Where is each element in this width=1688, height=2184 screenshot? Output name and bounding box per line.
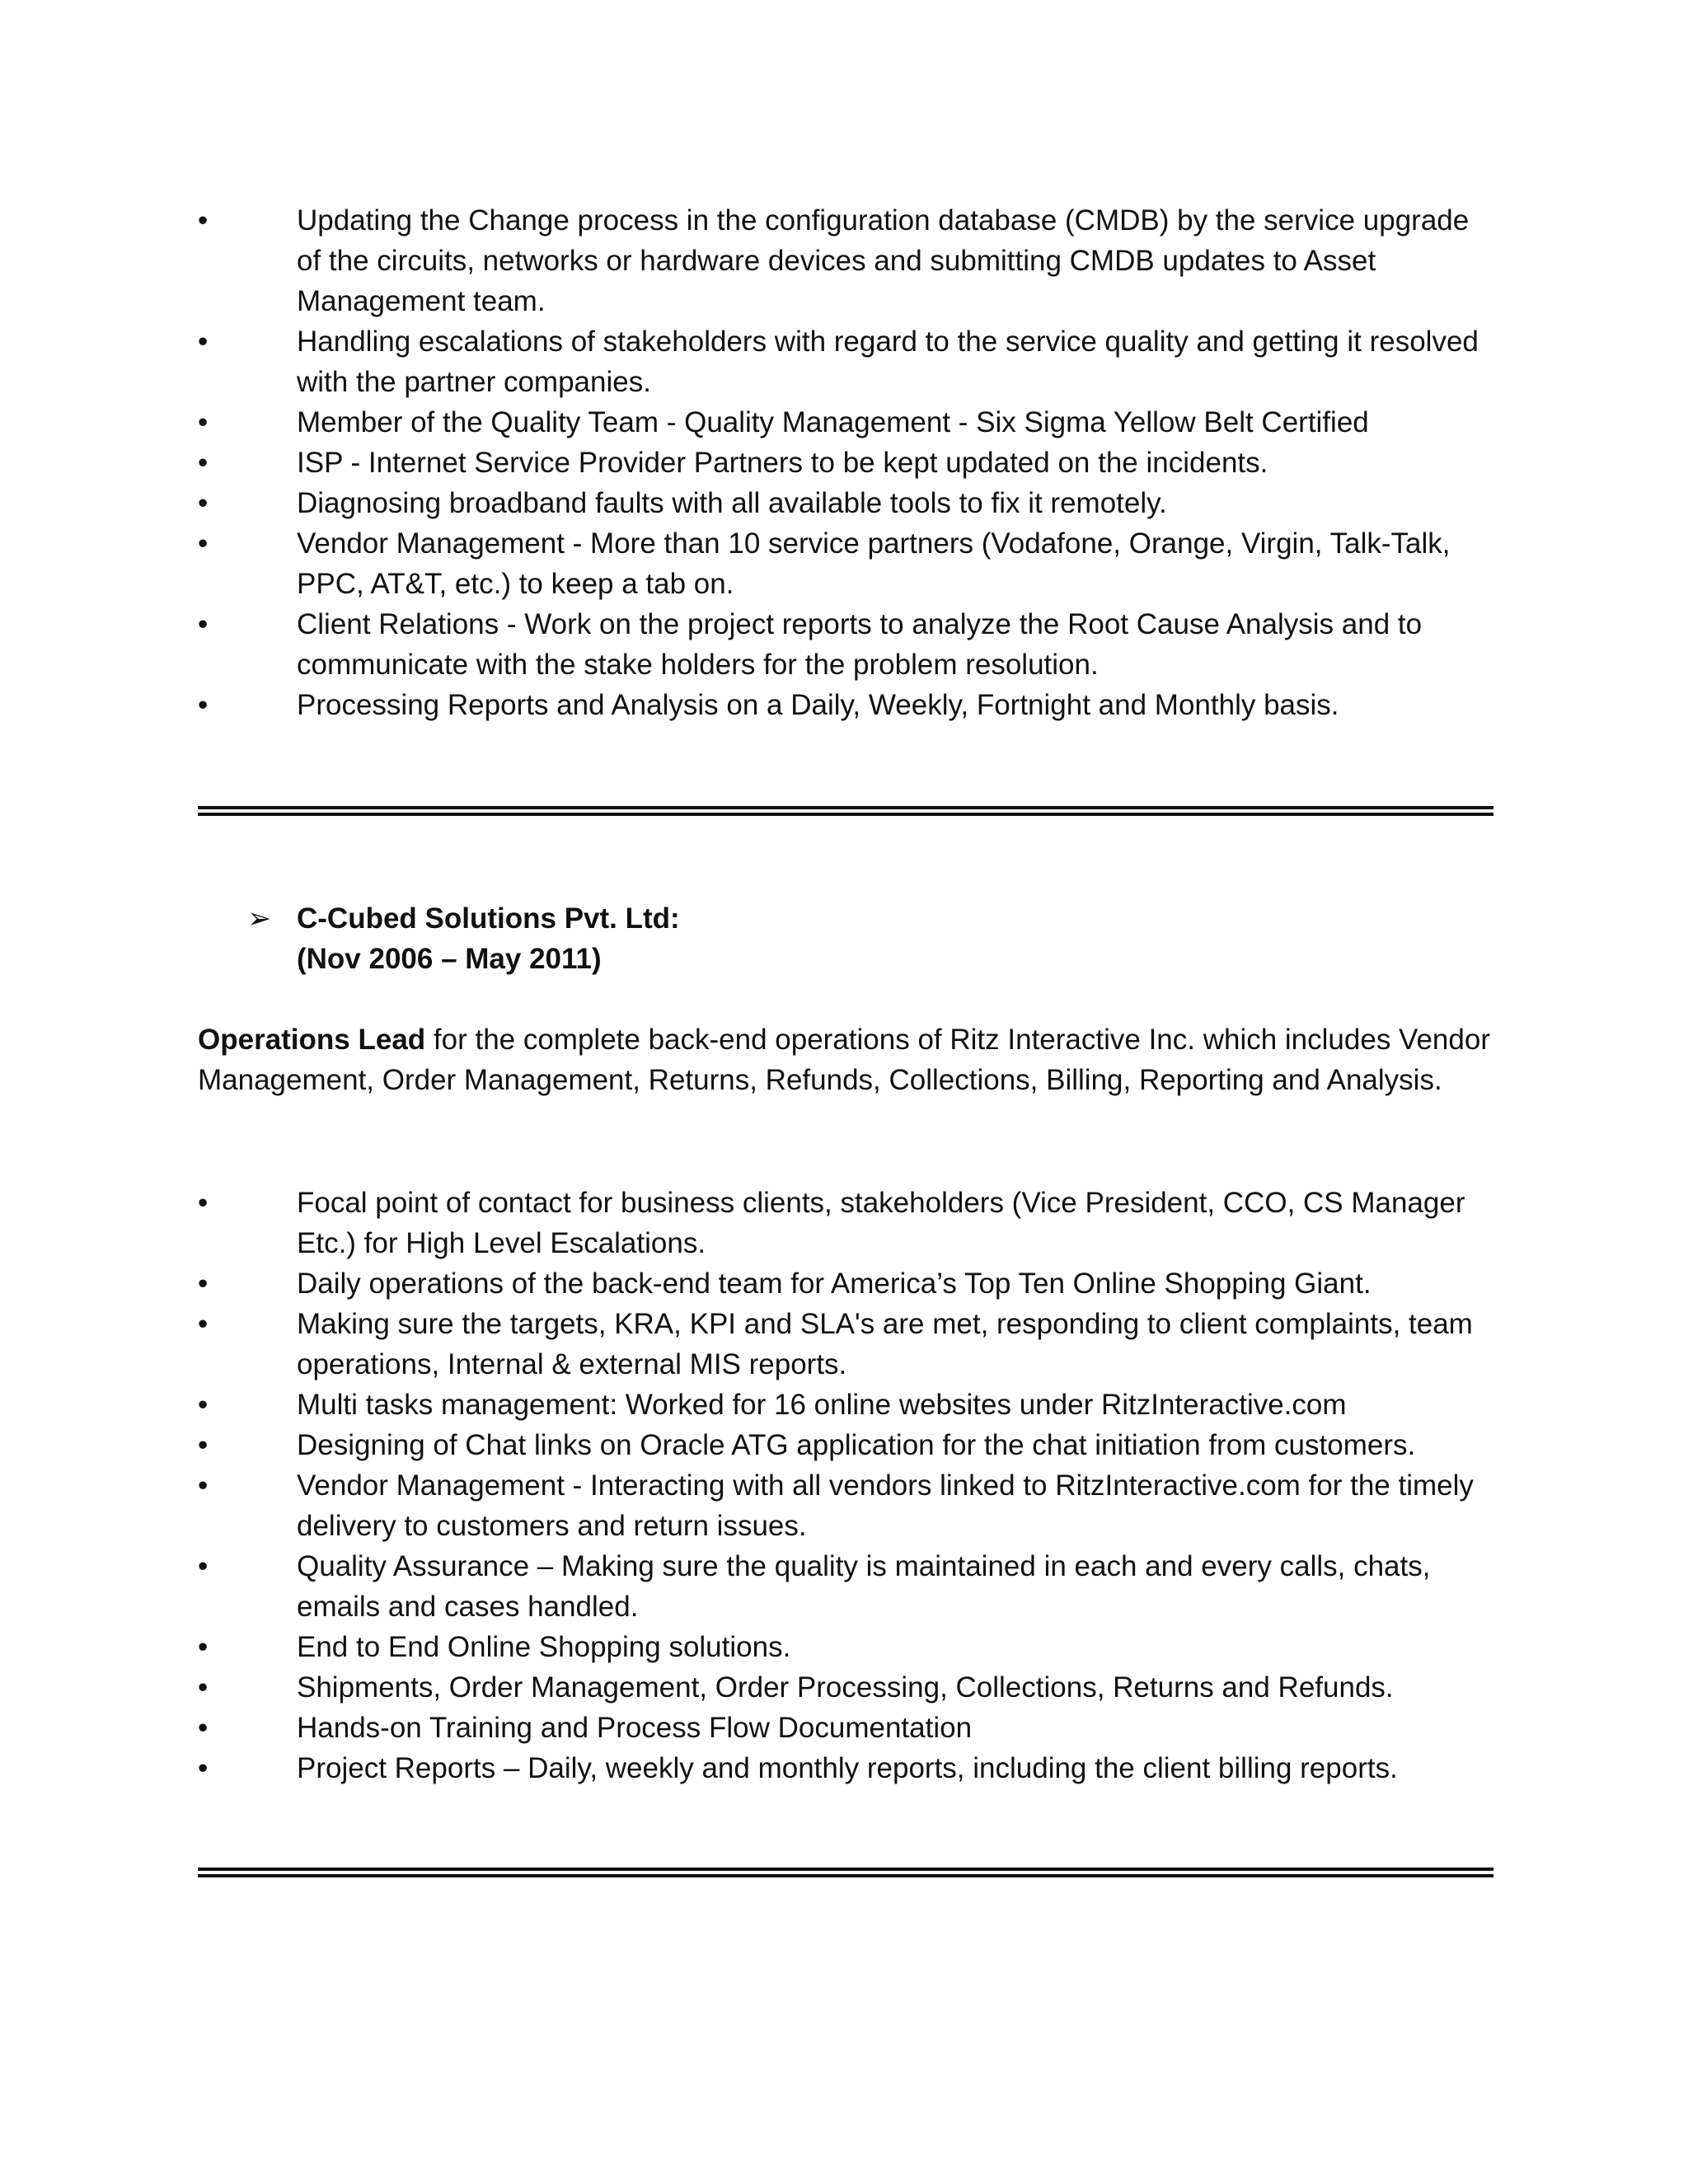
list-item xyxy=(198,200,1492,321)
bullet-icon: • xyxy=(198,608,209,640)
list-item xyxy=(198,321,1492,402)
list-item xyxy=(198,604,1492,685)
list-item xyxy=(198,685,1492,725)
bullet-icon: • xyxy=(198,487,209,519)
list-item xyxy=(198,1465,1492,1546)
list-item xyxy=(198,1627,1492,1667)
bullet-icon: • xyxy=(198,1389,209,1421)
list-item xyxy=(198,1183,1492,1263)
bullet-text: Making sure the targets, KRA, KPI and SLA's are met, responding to client complaints, team operations, Internal & external MIS reports. xyxy=(297,1308,1473,1380)
bullet-text: Vendor Management - Interacting with all vendors linked to RitzInteractive.com for the timely delivery to customers and return issues. xyxy=(297,1469,1474,1542)
list-item xyxy=(198,1263,1492,1304)
bullet-text: Multi tasks management: Worked for 16 online websites under RitzInteractive.com xyxy=(297,1389,1347,1421)
list-item xyxy=(198,443,1492,483)
bullet-text: Hands-on Training and Process Flow Documentation xyxy=(297,1712,973,1744)
bullet-text: Diagnosing broadband faults with all available tools to fix it remotely. xyxy=(297,487,1167,519)
bullet-text: Project Reports – Daily, weekly and monthly reports, including the client billing reports. xyxy=(297,1752,1398,1784)
list-item xyxy=(198,402,1492,443)
bullet-text: Focal point of contact for business clients, stakeholders (Vice President, CCO, CS Manager Etc.) for High Level Escalations. xyxy=(297,1187,1465,1259)
list-item xyxy=(198,1708,1492,1748)
bullet-icon: • xyxy=(198,527,209,560)
list-item xyxy=(198,1748,1492,1788)
bullet-icon: • xyxy=(198,406,209,438)
bullet-icon: • xyxy=(198,1631,209,1663)
responsibilities-list-c-cubed xyxy=(198,1183,1492,1788)
list-item xyxy=(198,1304,1492,1385)
role-summary xyxy=(198,1019,1508,1100)
bullet-icon: • xyxy=(198,1752,209,1784)
responsibilities-list-previous-role xyxy=(198,200,1492,725)
bullet-icon: • xyxy=(198,1268,209,1300)
bullet-icon: • xyxy=(198,1429,209,1461)
bullet-icon: • xyxy=(198,447,209,479)
bullet-icon: • xyxy=(198,326,209,358)
bullet-text: Vendor Management - More than 10 service partners (Vodafone, Orange, Virgin, Talk-Talk, PPC, AT&T, etc.) to keep a tab on. xyxy=(297,527,1451,600)
bullet-text: Shipments, Order Management, Order Processing, Collections, Returns and Refunds. xyxy=(297,1671,1394,1704)
employment-period: (Nov 2006 – May 2011) xyxy=(297,943,602,975)
bullet-text: Processing Reports and Analysis on a Daily, Weekly, Fortnight and Monthly basis. xyxy=(297,689,1339,721)
company-name: C-Cubed Solutions Pvt. Ltd: xyxy=(297,902,680,935)
list-item xyxy=(198,1425,1492,1465)
bullet-icon: • xyxy=(198,1712,209,1744)
bullet-text: ISP - Internet Service Provider Partners to be kept updated on the incidents. xyxy=(297,447,1268,479)
list-item xyxy=(198,1546,1492,1627)
bullet-icon: • xyxy=(198,1671,209,1704)
bullet-text: Designing of Chat links on Oracle ATG application for the chat initiation from customers. xyxy=(297,1429,1416,1461)
company-heading xyxy=(247,898,680,979)
bullet-text: Updating the Change process in the configuration database (CMDB) by the service upgrade of the circuits, networks or hardware devices and submitting CMDB updates to Asset Management team. xyxy=(297,204,1470,317)
section-divider xyxy=(198,1868,1493,1877)
bullet-text: Daily operations of the back-end team for America’s Top Ten Online Shopping Giant. xyxy=(297,1268,1372,1300)
bullet-icon: • xyxy=(198,689,209,721)
list-item xyxy=(198,523,1492,604)
bullet-text: End to End Online Shopping solutions. xyxy=(297,1631,791,1663)
list-item xyxy=(198,483,1492,523)
bullet-text: Quality Assurance – Making sure the quality is maintained in each and every calls, chats, emails and cases handled. xyxy=(297,1550,1431,1623)
role-description: for the complete back-end operations of Ritz Interactive Inc. which includes Vendor Management, Order Management, Returns, Refunds, Collections, Billing, Reporting and Analysis. xyxy=(198,1024,1490,1096)
bullet-text: Handling escalations of stakeholders with regard to the service quality and getting it resolved with the partner companies. xyxy=(297,326,1479,398)
list-item xyxy=(198,1667,1492,1708)
bullet-icon: • xyxy=(198,1550,209,1582)
bullet-text: Member of the Quality Team - Quality Management - Six Sigma Yellow Belt Certified xyxy=(297,406,1369,438)
bullet-icon: • xyxy=(198,1469,209,1502)
role-title: Operations Lead xyxy=(198,1024,426,1056)
arrow-bullet-icon: ➢ xyxy=(247,902,272,935)
section-divider xyxy=(198,806,1493,816)
bullet-text: Client Relations - Work on the project reports to analyze the Root Cause Analysis and to communicate with the stake holders for the problem resolution. xyxy=(297,608,1423,681)
bullet-icon: • xyxy=(198,1187,209,1219)
bullet-icon: • xyxy=(198,204,209,237)
bullet-icon: • xyxy=(198,1308,209,1340)
list-item xyxy=(198,1385,1492,1425)
